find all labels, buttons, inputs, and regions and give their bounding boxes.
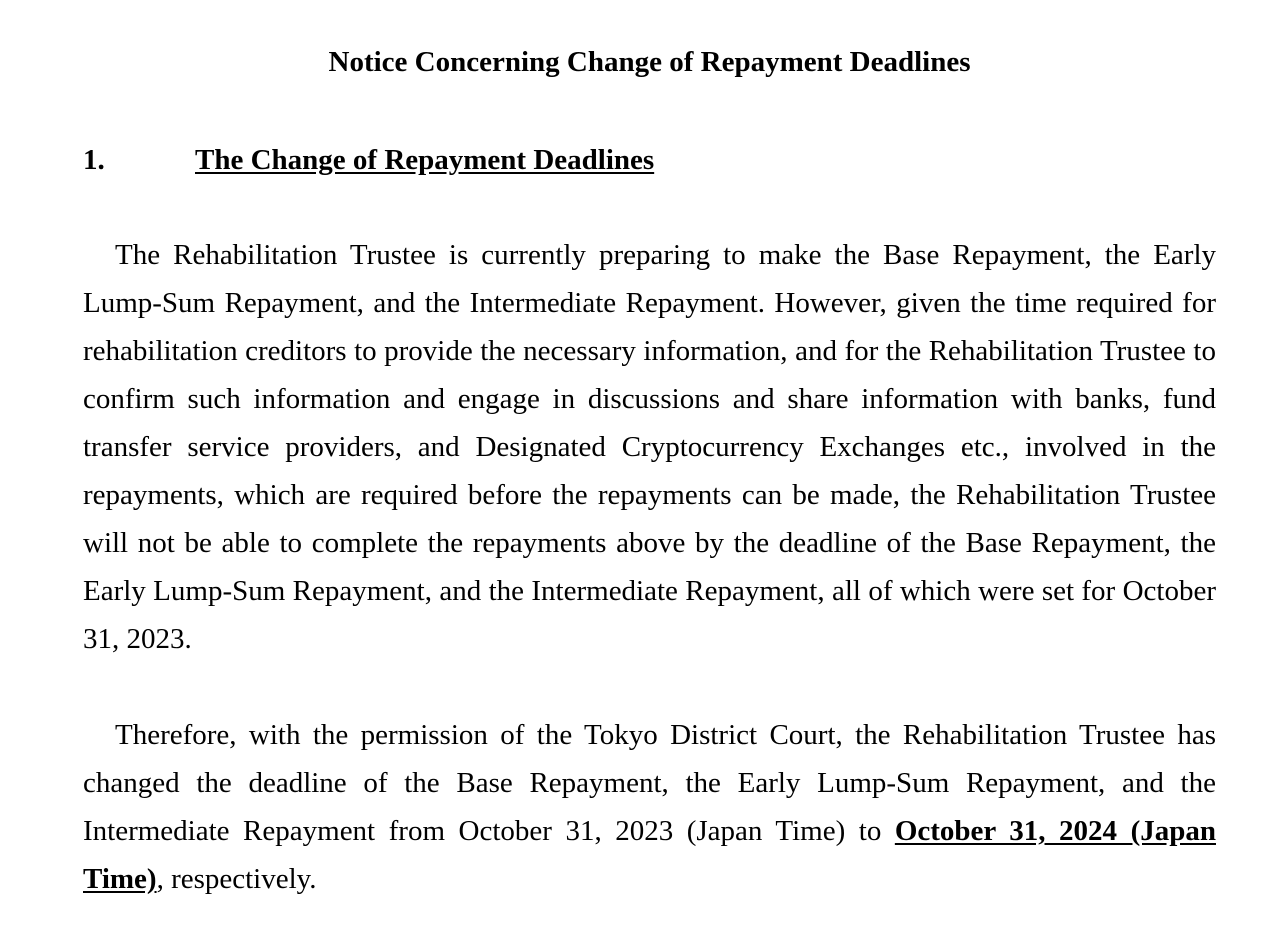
new-deadline-emphasis: October 31, 2024 (Japan Time) — [83, 815, 1216, 895]
section-title: The Change of Repayment Deadlines — [195, 144, 655, 176]
section-heading — [83, 142, 1216, 178]
paragraph-deadline-change-text: Therefore, with the permission of the Tokyo District Court, the Rehabilitation Trustee has changed the deadline of the Base Repayment, the Early Lump-Sum Repayment, and the Intermediate Repayment from October 31, 2023 (Japan Time) to — [83, 719, 1216, 847]
section-number: 1. — [83, 144, 105, 176]
paragraph-delay-explanation: The Rehabilitation Trustee is currently preparing to make the Base Repayment, the Early Lump-Sum Repayment, and the Intermediate Repayment. However, given the time required for rehabilitation creditors to provide the necessary information, and for the Rehabilitation Trustee to confirm such information and engage in discussions and share information with banks, fund transfer service providers, and Designated Cryptocurrency Exchanges etc., involved in the repayments, which are required before the repayments can be made, the Rehabilitation Trustee will not be able to complete the repayments above by the deadline of the Base Repayment, the Early Lump-Sum Repayment, and the Intermediate Repayment, all of which were set for October 31, 2023. — [83, 239, 1216, 655]
paragraph-deadline-change-tail: , respectively. — [156, 863, 317, 895]
document-title: Notice Concerning Change of Repayment Deadlines — [328, 46, 971, 78]
paragraph-deadline-change — [83, 711, 1216, 903]
